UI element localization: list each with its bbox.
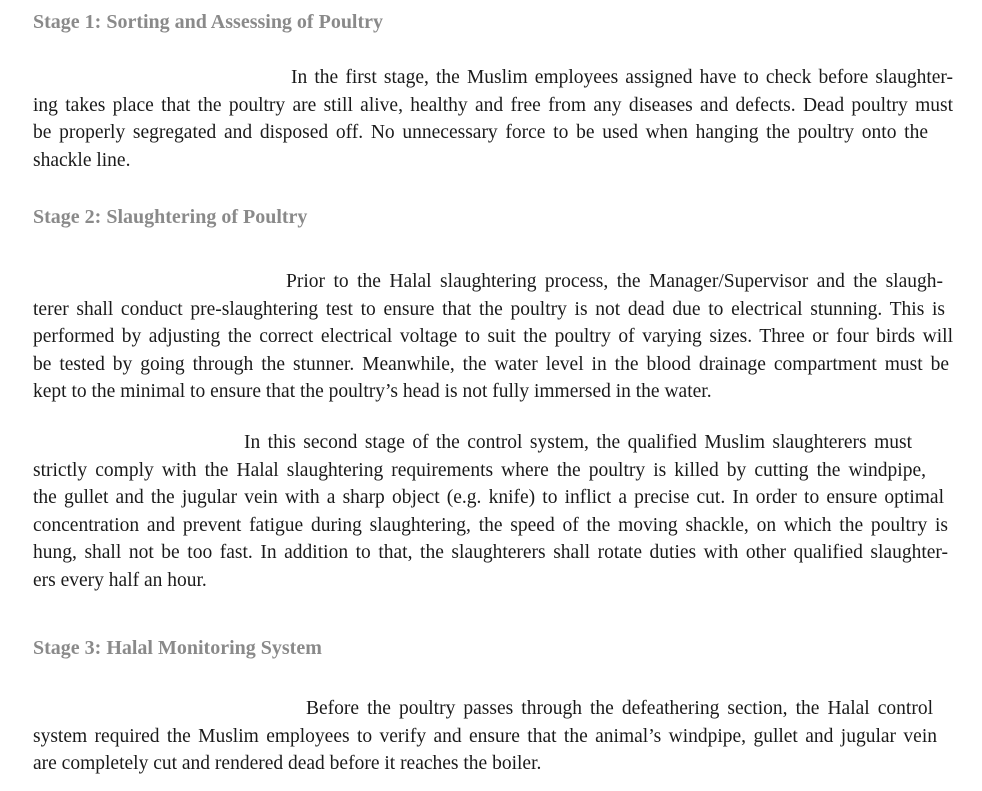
stage-1-paragraph: [33, 64, 953, 174]
paragraph-line: ers every half an hour.: [33, 569, 207, 591]
stage-1-heading: Stage 1: Sorting and Assessing of Poultry: [33, 11, 384, 33]
paragraph-line: ing takes place that the poultry are still alive, healthy and free from any diseases and defects. Dead poultry must: [33, 94, 953, 116]
paragraph-line: the gullet and the jugular vein with a sharp object (e.g. knife) to inflict a precise cut. In order to ensure optimal: [33, 487, 944, 508]
stage-2-heading: Stage 2: Slaughtering of Poultry: [33, 206, 308, 228]
paragraph-line: performed by adjusting the correct electrical voltage to suit the poultry of varying sizes. Three or four birds will: [33, 326, 953, 347]
paragraph-line: be tested by going through the stunner. Meanwhile, the water level in the blood drainage compartment must be: [33, 353, 949, 375]
paragraph-line: strictly comply with the Halal slaughtering requirements where the poultry is killed by cutting the windpipe,: [33, 459, 926, 481]
paragraph-line: hung, shall not be too fast. In addition to that, the slaughterers shall rotate duties with other qualified slaughter-: [33, 542, 948, 563]
paragraph-line: are completely cut and rendered dead before it reaches the boiler.: [33, 753, 542, 774]
paragraph-line: system required the Muslim employees to verify and ensure that the animal’s windpipe, gullet and jugular vein: [33, 725, 937, 747]
paragraph-line: concentration and prevent fatigue during slaughtering, the speed of the moving shackle, on which the poultry is: [33, 514, 948, 536]
paragraph-line: terer shall conduct pre-slaughtering test to ensure that the poultry is not dead due to electrical stunning. This is: [33, 298, 945, 320]
paragraph-line: Before the poultry passes through the defeathering section, the Halal control: [306, 698, 933, 719]
stage-2-paragraph-1: [33, 268, 953, 406]
paragraph-line: shackle line.: [33, 149, 131, 171]
stage-3-paragraph: [33, 695, 953, 778]
paragraph-line: be properly segregated and disposed off. No unnecessary force to be used when hanging the poultry onto the: [33, 122, 928, 143]
stage-3-heading: Stage 3: Halal Monitoring System: [33, 637, 322, 659]
stage-2-paragraph-2: [33, 429, 953, 594]
paragraph-line: In the first stage, the Muslim employees assigned have to check before slaughter-: [291, 67, 953, 88]
paragraph-line: In this second stage of the control system, the qualified Muslim slaughterers must: [244, 432, 912, 453]
paragraph-line: kept to the minimal to ensure that the poultry’s head is not fully immersed in the water.: [33, 381, 712, 402]
paragraph-line: Prior to the Halal slaughtering process, the Manager/Supervisor and the slaugh-: [286, 271, 943, 292]
